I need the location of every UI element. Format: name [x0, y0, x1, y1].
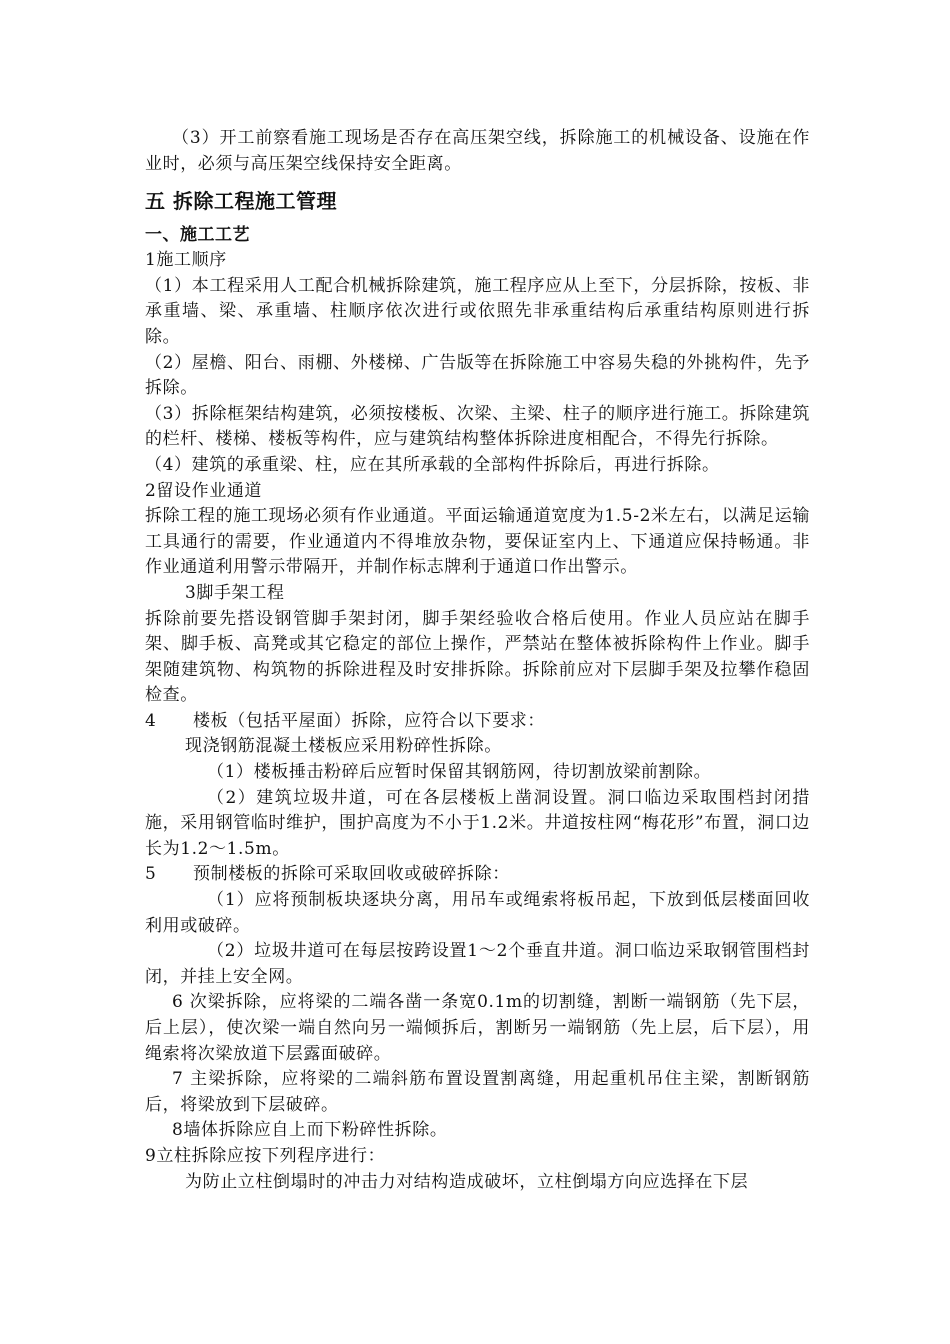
item4-title: 楼板（包括平屋面）拆除，应符合以下要求： [193, 710, 545, 731]
item5-title-row [145, 862, 810, 888]
item1-paragraph-3: （3）拆除框架结构建筑，必须按楼板、次梁、主梁、柱子的顺序进行施工。拆除建筑的栏杆、楼梯、楼板等构件，应与建筑结构整体拆除进度相配合，不得先行拆除。 [145, 403, 810, 450]
item2-title: 2留设作业通道 [145, 480, 263, 501]
item5-number: 5 [145, 864, 157, 885]
item4-paragraph-1: （1）楼板捶击粉碎后应暂时保留其钢筋网，待切割放梁前割除。 [207, 762, 712, 783]
item1-paragraph-4: （4）建筑的承重梁、柱，应在其所承载的全部构件拆除后，再进行拆除。 [145, 454, 720, 475]
item4-subtitle: 现浇钢筋混凝土楼板应采用粉碎性拆除。 [185, 736, 502, 757]
item9-paragraph: 为防止立柱倒塌时的冲击力对结构造成破坏，立柱倒塌方向应选择在下层 [185, 1171, 749, 1192]
item4-title-row [145, 709, 810, 735]
item1-title: 1施工顺序 [145, 250, 227, 271]
subsection-title: 一、施工工艺 [145, 225, 250, 246]
item3-title: 3脚手架工程 [185, 582, 285, 603]
item5-paragraph-2: （2）垃圾井道可在每层按跨设置1～2个垂直井道。洞口临边采取钢管围档封闭，并挂上安全网。 [145, 941, 810, 987]
item3-paragraph: 拆除前要先搭设钢管脚手架封闭，脚手架经验收合格后使用。作业人员应站在脚手架、脚手板、高凳或其它稳定的部位上操作，严禁站在整体被拆除构件上作业。脚手架随建筑物、构筑物的拆除进程及时安排拆除。拆除前应对下层脚手架及拉攀作稳固检查。 [145, 608, 810, 706]
item5-paragraph-1: （1）应将预制板块逐块分离，用吊车或绳索将板吊起，下放到低层楼面回收利用或破碎。 [145, 890, 810, 936]
item9-title: 9立柱拆除应按下列程序进行： [145, 1145, 386, 1166]
item2-paragraph: 拆除工程的施工现场必须有作业通道。平面运输通道宽度为1.5-2米左右，以满足运输工具通行的需要，作业通道内不得堆放杂物，要保证室内上、下通道应保持畅通。非作业通道利用警示带隔开，并制作标志牌利于通道口作出警示。 [145, 506, 810, 578]
section-title: 五 拆除工程施工管理 [145, 189, 337, 214]
item1-paragraph-2: （2）屋檐、阳台、雨棚、外楼梯、广告版等在拆除施工中容易失稳的外挑构件，先予拆除。 [145, 352, 810, 399]
item4-number: 4 [145, 710, 157, 731]
intro-paragraph: （3）开工前察看施工现场是否存在高压架空线，拆除施工的机械设备、设施在作业时，必须与高压架空线保持安全距离。 [145, 128, 810, 174]
item8-paragraph: 8墙体拆除应自上而下粉碎性拆除。 [172, 1120, 448, 1141]
item4-paragraph-2: （2）建筑垃圾井道，可在各层楼板上凿洞设置。洞口临边采取围档封闭措施，采用钢管临时维护，围护高度为不小于1.2米。井道按柱网“梅花形”布置，洞口边长为1.2～1.5m。 [145, 787, 810, 859]
document-page [145, 126, 810, 1195]
item6-paragraph: 6 次梁拆除，应将梁的二端各凿一条宽0.1m的切割缝，割断一端钢筋（先下层，后上层），使次梁一端自然向另一端倾拆后，割断另一端钢筋（先上层，后下层），用绳索将次梁放道下层露面破碎。 [145, 992, 810, 1064]
item7-paragraph: 7 主梁拆除，应将梁的二端斜筋布置设置割离缝，用起重机吊住主梁，割断钢筋后，将梁放到下层破碎。 [145, 1069, 810, 1115]
item1-paragraph-1: （1）本工程采用人工配合机械拆除建筑，施工程序应从上至下，分层拆除，按板、非承重墙、梁、承重墙、柱顺序依次进行或依照先非承重结构后承重结构原则进行拆除。 [145, 275, 810, 347]
item5-title: 预制楼板的拆除可采取回收或破碎拆除： [193, 864, 510, 885]
